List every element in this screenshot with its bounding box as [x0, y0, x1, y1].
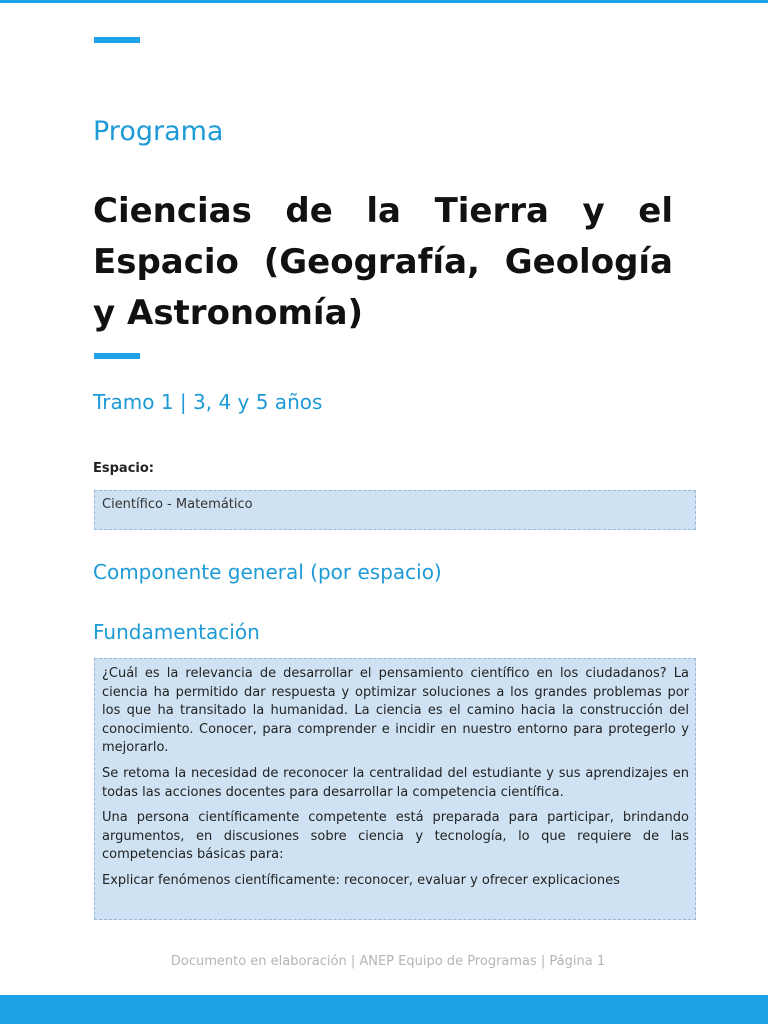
page-footer: Documento en elaboración | ANEP Equipo de Programas | Página 1	[170, 954, 606, 969]
espacio-value: Científico - Matemático	[102, 497, 253, 512]
section-heading-fundamentacion: Fundamentación	[93, 620, 260, 644]
bottom-band	[0, 995, 768, 1024]
fundamentacion-paragraph: Una persona científicamente competente está preparada para participar, brindando argumentos, en discusiones sobre ciencia y tecnología, lo que requiere de las competencias básicas para:	[102, 810, 689, 863]
fundamentacion-paragraph: Se retoma la necesidad de reconocer la centralidad del estudiante y sus aprendizajes en todas las acciones docentes para desarrollar la competencia científica.	[102, 765, 689, 800]
program-label: Programa	[93, 116, 224, 147]
fundamentacion-paragraph: ¿Cuál es la relevancia de desarrollar el pensamiento científico en los ciudadanos? La ciencia ha permitido dar respuesta y optimizar soluciones a los grandes problemas por los que ha transitado la humanidad. La ciencia es el camino hacia la construcción del conocimiento. Conocer, para comprender e incidir en nuestro entorno para protegerlo y mejorarlo.	[102, 666, 689, 756]
espacio-label: Espacio:	[93, 461, 154, 476]
section-heading-componente: Componente general (por espacio)	[93, 560, 442, 584]
espacio-field-box	[94, 490, 696, 530]
fundamentacion-paragraph: Explicar fenómenos científicamente: reconocer, evaluar y ofrecer explicaciones	[102, 872, 620, 888]
document-title: Ciencias de la Tierra y el Espacio (Geografía, Geología y Astronomía)	[93, 191, 673, 333]
fundamentacion-text-box	[94, 658, 696, 920]
accent-bar-middle	[94, 353, 140, 359]
accent-bar-top	[94, 37, 140, 43]
top-border-line	[0, 0, 768, 3]
tramo-subtitle: Tramo 1 | 3, 4 y 5 años	[93, 390, 323, 414]
